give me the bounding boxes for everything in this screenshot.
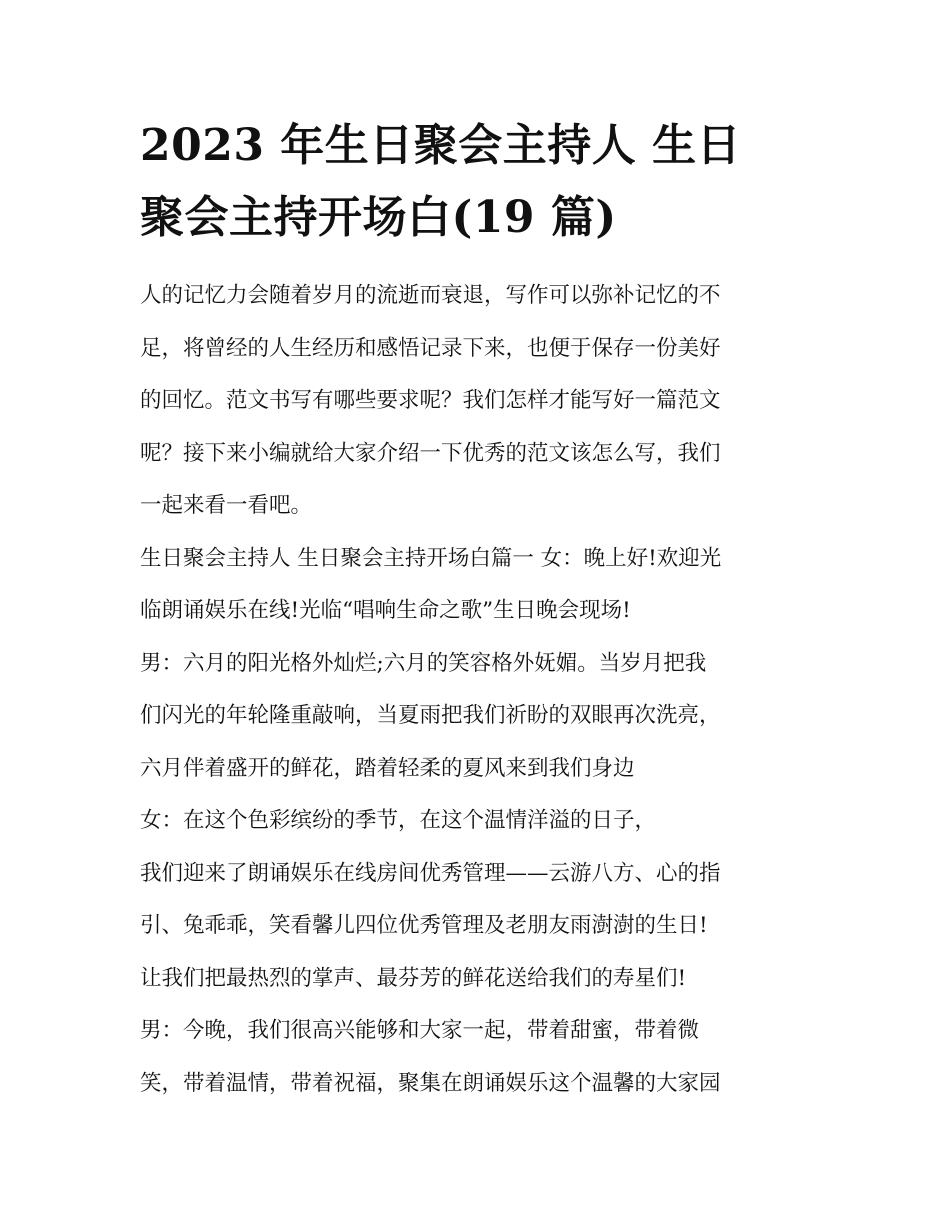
document-page [140,110,820,1110]
body-line: 让我们把最热烈的掌声、最芬芳的鲜花送给我们的寿星们! [140,965,687,991]
document-title [140,110,820,254]
document-body [140,270,820,1110]
body-line: 男：今晚，我们很高兴能够和大家一起，带着甜蜜，带着微 [140,1018,700,1043]
body-line: 六月伴着盛开的鲜花，踏着轻柔的夏风来到我们身边 [140,755,635,781]
body-line: 足，将曾经的人生经历和感悟记录下来，也便于保存一份美好 [140,335,721,361]
body-line: 的回忆。范文书写有哪些要求呢？我们怎样才能写好一篇范文 [140,388,721,413]
body-line: 我们迎来了朗诵娱乐在线房间优秀管理——云游八方、心的指 [140,860,721,886]
title-line: 2023 年生日聚会主持人 生日 [140,120,742,171]
body-line: 们闪光的年轮隆重敲响，当夏雨把我们祈盼的双眼再次洗亮， [140,703,721,728]
body-line: 女：在这个色彩缤纷的季节，在这个温情洋溢的日子， [140,808,657,833]
body-line: 笑，带着温情，带着祝福，聚集在朗诵娱乐这个温馨的大家园 [140,1070,721,1096]
body-line: 人的记忆力会随着岁月的流逝而衰退，写作可以弥补记忆的不 [140,283,721,308]
body-line: 临朗诵娱乐在线!光临“唱响生命之歌”生日晚会现场! [140,598,631,623]
body-line: 生日聚会主持人 生日聚会主持开场白篇一 女：晚上好!欢迎光 [140,545,722,571]
title-line: 聚会主持开场白(19 篇) [140,192,617,243]
body-line: 一起来看一看吧。 [140,493,313,518]
body-line: 呢？接下来小编就给大家介绍一下优秀的范文该怎么写，我们 [140,440,721,466]
body-line: 男：六月的阳光格外灿烂;六月的笑容格外妩媚。当岁月把我 [140,650,707,676]
body-line: 引、兔乖乖，笑看馨儿四位优秀管理及老朋友雨澍澍的生日! [140,913,708,938]
